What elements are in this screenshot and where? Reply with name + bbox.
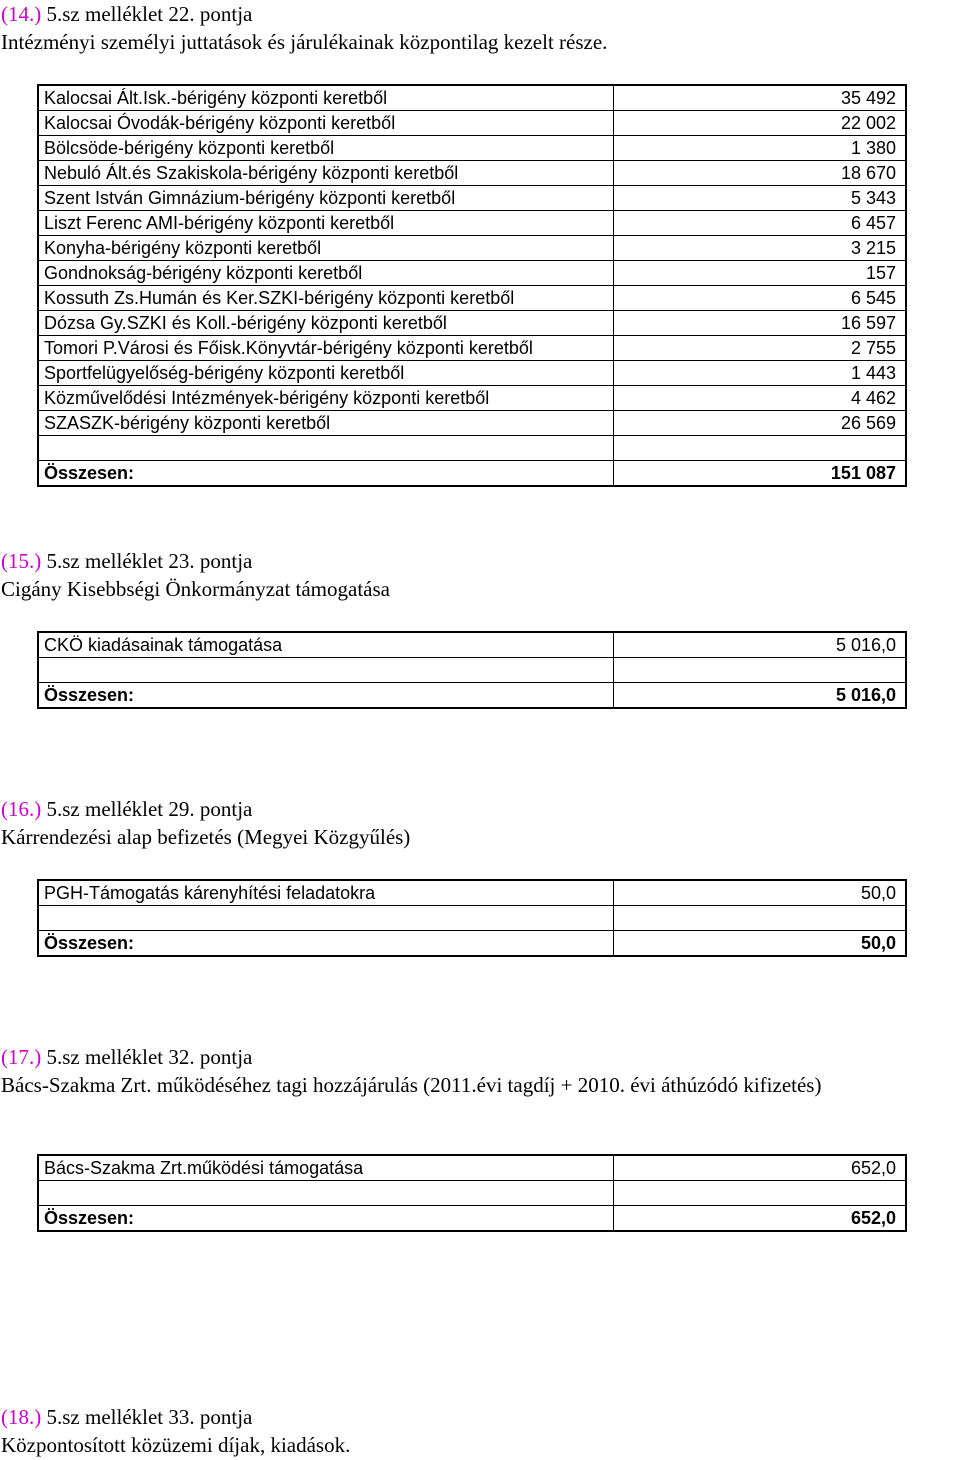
- section-title: Központosított közüzemi díjak, kiadások.: [1, 1433, 351, 1457]
- section-number: (14.): [1, 2, 42, 26]
- row-label: Dózsa Gy.SZKI és Koll.-bérigény központi keretből: [38, 311, 613, 336]
- section-title: Bács-Szakma Zrt. működéséhez tagi hozzájárulás (2011.évi tagdíj + 2010. évi áthúzódó kifizetés): [1, 1073, 822, 1097]
- total-label: Összesen:: [38, 683, 613, 709]
- row-label: SZASZK-bérigény központi keretből: [38, 411, 613, 436]
- table-row: [38, 336, 906, 361]
- row-label: Konyha-bérigény központi keretből: [38, 236, 613, 261]
- table-row: [38, 361, 906, 386]
- section-16-table: [37, 879, 907, 957]
- section-title: Kárrendezési alap befizetés (Megyei Közgyűlés): [1, 825, 411, 849]
- total-amount: 151 087: [613, 461, 906, 487]
- row-amount: 26 569: [613, 411, 906, 436]
- table-row: [38, 85, 906, 111]
- table-row: [38, 386, 906, 411]
- section-15: [0, 547, 960, 603]
- table-row: [38, 161, 906, 186]
- row-amount: 35 492: [613, 85, 906, 111]
- row-amount: 5 016,0: [613, 632, 906, 658]
- section-14: [0, 0, 960, 56]
- empty-cell: [38, 906, 613, 931]
- section-reference: 5.sz melléklet 32. pontja: [41, 1045, 253, 1069]
- empty-row: [38, 658, 906, 683]
- row-label: Sportfelügyelőség-bérigény központi keretből: [38, 361, 613, 386]
- row-label: Bács-Szakma Zrt.működési támogatása: [38, 1155, 613, 1181]
- table-row: [38, 632, 906, 658]
- row-label: Nebuló Ált.és Szakiskola-bérigény központi keretből: [38, 161, 613, 186]
- table-row: [38, 261, 906, 286]
- row-amount: 18 670: [613, 161, 906, 186]
- table-row: [38, 136, 906, 161]
- empty-cell: [613, 1181, 906, 1206]
- row-amount: 3 215: [613, 236, 906, 261]
- row-label: Bölcsöde-bérigény központi keretből: [38, 136, 613, 161]
- row-label: PGH-Támogatás kárenyhítési feladatokra: [38, 880, 613, 906]
- row-amount: 16 597: [613, 311, 906, 336]
- section-18: [0, 1403, 960, 1459]
- row-amount: 6 545: [613, 286, 906, 311]
- table-row: [38, 311, 906, 336]
- total-amount: 5 016,0: [613, 683, 906, 709]
- section-16: [0, 795, 960, 851]
- empty-cell: [38, 1181, 613, 1206]
- row-amount: 2 755: [613, 336, 906, 361]
- section-heading: [0, 1403, 960, 1431]
- table-row: [38, 186, 906, 211]
- section-17-table: [37, 1154, 907, 1232]
- row-label: Kossuth Zs.Humán és Ker.SZKI-bérigény központi keretből: [38, 286, 613, 311]
- section-reference: 5.sz melléklet 29. pontja: [41, 797, 253, 821]
- section-reference: 5.sz melléklet 23. pontja: [41, 549, 253, 573]
- section-15-table: [37, 631, 907, 709]
- row-label: Tomori P.Városi és Főisk.Könyvtár-bérigény központi keretből: [38, 336, 613, 361]
- table-row: [38, 111, 906, 136]
- section-number: (16.): [1, 797, 42, 821]
- row-amount: 1 443: [613, 361, 906, 386]
- total-row: [38, 931, 906, 957]
- total-row: [38, 683, 906, 709]
- empty-cell: [38, 436, 613, 461]
- section-title: Intézményi személyi juttatások és járulékainak központilag kezelt része.: [1, 30, 608, 54]
- total-label: Összesen:: [38, 1206, 613, 1232]
- empty-cell: [38, 658, 613, 683]
- section-reference: 5.sz melléklet 33. pontja: [41, 1405, 253, 1429]
- row-label: Gondnokság-bérigény központi keretből: [38, 261, 613, 286]
- section-number: (17.): [1, 1045, 42, 1069]
- table-row: [38, 1155, 906, 1181]
- row-amount: 5 343: [613, 186, 906, 211]
- empty-cell: [613, 436, 906, 461]
- empty-cell: [613, 658, 906, 683]
- section-14-table: [37, 84, 907, 487]
- total-amount: 50,0: [613, 931, 906, 957]
- total-row: [38, 461, 906, 487]
- empty-row: [38, 906, 906, 931]
- empty-cell: [613, 906, 906, 931]
- total-label: Összesen:: [38, 931, 613, 957]
- row-amount: 4 462: [613, 386, 906, 411]
- row-label: Kalocsai Ált.Isk.-bérigény központi keretből: [38, 85, 613, 111]
- table-row: [38, 236, 906, 261]
- row-amount: 50,0: [613, 880, 906, 906]
- table-row: [38, 286, 906, 311]
- row-amount: 1 380: [613, 136, 906, 161]
- table-row: [38, 880, 906, 906]
- table-row: [38, 411, 906, 436]
- row-label: CKÖ kiadásainak támogatása: [38, 632, 613, 658]
- row-amount: 22 002: [613, 111, 906, 136]
- total-amount: 652,0: [613, 1206, 906, 1232]
- section-heading: [0, 547, 960, 575]
- row-amount: 6 457: [613, 211, 906, 236]
- empty-row: [38, 1181, 906, 1206]
- section-heading: [0, 1043, 960, 1071]
- section-17: [0, 1043, 960, 1099]
- section-number: (18.): [1, 1405, 42, 1429]
- row-label: Közművelődési Intézmények-bérigény központi keretből: [38, 386, 613, 411]
- row-label: Szent István Gimnázium-bérigény központi keretből: [38, 186, 613, 211]
- table-row: [38, 211, 906, 236]
- section-reference: 5.sz melléklet 22. pontja: [41, 2, 253, 26]
- section-number: (15.): [1, 549, 42, 573]
- row-amount: 652,0: [613, 1155, 906, 1181]
- section-title: Cigány Kisebbségi Önkormányzat támogatása: [1, 577, 390, 601]
- row-label: Liszt Ferenc AMI-bérigény központi keretből: [38, 211, 613, 236]
- section-heading: [0, 0, 960, 28]
- row-amount: 157: [613, 261, 906, 286]
- empty-row: [38, 436, 906, 461]
- row-label: Kalocsai Óvodák-bérigény központi keretből: [38, 111, 613, 136]
- section-heading: [0, 795, 960, 823]
- total-label: Összesen:: [38, 461, 613, 487]
- total-row: [38, 1206, 906, 1232]
